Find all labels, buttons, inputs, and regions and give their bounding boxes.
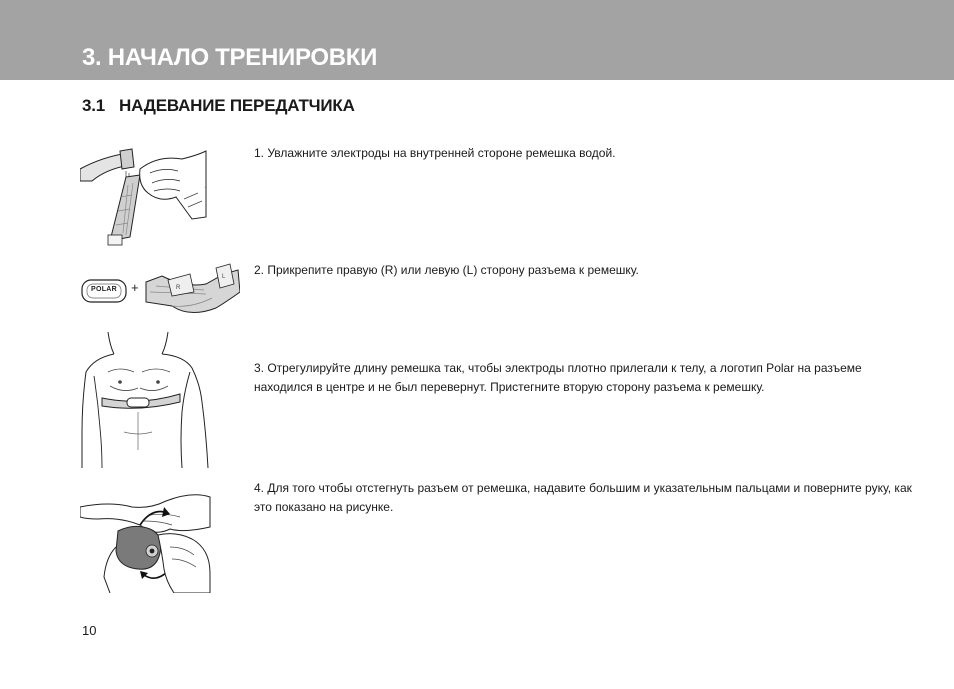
connector-logo: POLAR [91,286,117,293]
svg-text:R: R [176,285,181,291]
connector-strap-illustration [80,262,240,324]
step-4-text: 4. Для того чтобы отстегнуть разъем от ремешка, надавите большим и указательным пальцами и поверните руку, как это показано на рисунке. [254,481,912,514]
plus-sign: + [131,280,139,295]
chapter-title: 3. НАЧАЛО ТРЕНИРОВКИ [82,44,378,71]
step-2-text: 2. Прикрепите правую (R) или левую (L) сторону разъема к ремешку. [254,263,639,277]
chapter-banner [0,0,954,80]
page-number: 10 [82,623,97,638]
torso-strap-illustration [80,332,210,468]
step-1-text: 1. Увлажните электроды на внутренней стороне ремешка водой. [254,146,616,160]
section-title [82,96,355,116]
section-title-text: НАДЕВАНИЕ ПЕРЕДАТЧИКА [119,96,355,115]
section-number: 3.1 [82,96,106,115]
step-3-text: 3. Отрегулируйте длину ремешка так, чтобы электроды плотно прилегали к телу, а логотип Polar на разъеме находился в центре и не был перевернут. Пристегните вторую сторону разъема к ремешку. [254,361,862,394]
wet-strap-illustration [80,147,210,247]
svg-text:L: L [222,274,226,280]
detach-connector-illustration [80,487,212,593]
